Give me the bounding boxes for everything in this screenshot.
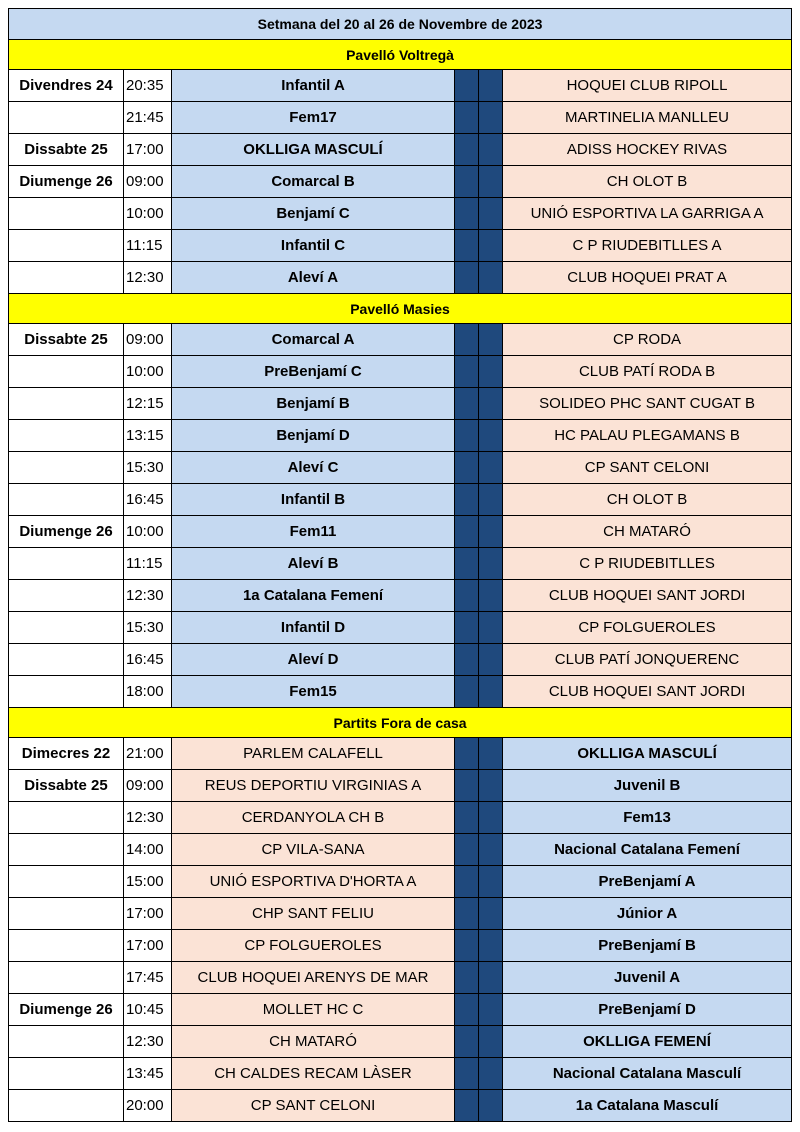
separator-cell (479, 770, 503, 802)
separator-cell (455, 834, 479, 866)
match-time: 10:00 (124, 198, 172, 230)
opponent-team: CLUB HOQUEI PRAT A (503, 262, 792, 294)
match-day (9, 802, 124, 834)
separator-cell (479, 388, 503, 420)
separator-cell (455, 866, 479, 898)
separator-cell (479, 262, 503, 294)
club-team: Fem17 (172, 102, 455, 134)
match-row (9, 134, 792, 166)
club-team: Aleví B (172, 548, 455, 580)
match-day (9, 866, 124, 898)
opponent-team: CP FOLGUEROLES (172, 930, 455, 962)
separator-cell (455, 962, 479, 994)
club-team: Nacional Catalana Masculí (503, 1058, 792, 1090)
match-row (9, 324, 792, 356)
match-row (9, 866, 792, 898)
club-team: PreBenjamí B (503, 930, 792, 962)
opponent-team: CP RODA (503, 324, 792, 356)
separator-cell (479, 676, 503, 708)
venue-name: Pavelló Masies (9, 294, 792, 324)
separator-cell (479, 198, 503, 230)
opponent-team: CLUB PATÍ JONQUERENC (503, 644, 792, 676)
opponent-team: C P RIUDEBITLLES A (503, 230, 792, 262)
match-row (9, 994, 792, 1026)
opponent-team: CH CALDES RECAM LÀSER (172, 1058, 455, 1090)
match-time: 16:45 (124, 644, 172, 676)
match-row (9, 198, 792, 230)
separator-cell (479, 356, 503, 388)
match-time: 21:00 (124, 738, 172, 770)
club-team: Fem15 (172, 676, 455, 708)
club-team: Comarcal B (172, 166, 455, 198)
match-row (9, 738, 792, 770)
match-time: 09:00 (124, 770, 172, 802)
opponent-team: CP SANT CELONI (172, 1090, 455, 1122)
separator-cell (455, 356, 479, 388)
club-team: Benjamí C (172, 198, 455, 230)
separator-cell (455, 388, 479, 420)
opponent-team: CERDANYOLA CH B (172, 802, 455, 834)
club-team: Benjamí D (172, 420, 455, 452)
separator-cell (455, 738, 479, 770)
match-row (9, 580, 792, 612)
club-team: Júnior A (503, 898, 792, 930)
opponent-team: HC PALAU PLEGAMANS B (503, 420, 792, 452)
club-team: Nacional Catalana Femení (503, 834, 792, 866)
match-day (9, 898, 124, 930)
club-team: Infantil B (172, 484, 455, 516)
separator-cell (455, 420, 479, 452)
match-time: 10:00 (124, 516, 172, 548)
match-row (9, 484, 792, 516)
separator-cell (455, 994, 479, 1026)
match-time: 20:00 (124, 1090, 172, 1122)
match-row (9, 962, 792, 994)
separator-cell (479, 70, 503, 102)
venue-name: Pavelló Voltregà (9, 40, 792, 70)
opponent-team: CLUB HOQUEI ARENYS DE MAR (172, 962, 455, 994)
match-time: 15:30 (124, 452, 172, 484)
separator-cell (455, 102, 479, 134)
match-row (9, 1090, 792, 1122)
club-team: 1a Catalana Masculí (503, 1090, 792, 1122)
club-team: OKLLIGA MASCULÍ (172, 134, 455, 166)
separator-cell (455, 70, 479, 102)
match-day (9, 1026, 124, 1058)
match-day: Dissabte 25 (9, 770, 124, 802)
venue-name: Partits Fora de casa (9, 708, 792, 738)
opponent-team: HOQUEI CLUB RIPOLL (503, 70, 792, 102)
separator-cell (479, 452, 503, 484)
club-team: OKLLIGA MASCULÍ (503, 738, 792, 770)
match-day (9, 612, 124, 644)
separator-cell (479, 580, 503, 612)
separator-cell (455, 930, 479, 962)
match-row (9, 770, 792, 802)
match-time: 12:15 (124, 388, 172, 420)
match-time: 21:45 (124, 102, 172, 134)
title-row (9, 9, 792, 40)
match-day (9, 1090, 124, 1122)
club-team: Aleví D (172, 644, 455, 676)
match-day (9, 262, 124, 294)
separator-cell (479, 516, 503, 548)
match-time: 11:15 (124, 230, 172, 262)
match-row (9, 1026, 792, 1058)
match-day (9, 452, 124, 484)
match-row (9, 898, 792, 930)
match-day (9, 834, 124, 866)
club-team: Benjamí B (172, 388, 455, 420)
opponent-team: CLUB PATÍ RODA B (503, 356, 792, 388)
match-time: 13:45 (124, 1058, 172, 1090)
match-time: 15:30 (124, 612, 172, 644)
separator-cell (455, 802, 479, 834)
match-time: 10:00 (124, 356, 172, 388)
match-day: Divendres 24 (9, 70, 124, 102)
match-time: 10:45 (124, 994, 172, 1026)
club-team: Infantil D (172, 612, 455, 644)
match-day (9, 676, 124, 708)
separator-cell (479, 834, 503, 866)
match-time: 12:30 (124, 262, 172, 294)
separator-cell (479, 166, 503, 198)
match-row (9, 644, 792, 676)
match-row (9, 262, 792, 294)
separator-cell (479, 134, 503, 166)
separator-cell (455, 230, 479, 262)
separator-cell (479, 994, 503, 1026)
separator-cell (455, 770, 479, 802)
opponent-team: C P RIUDEBITLLES (503, 548, 792, 580)
opponent-team: MOLLET HC C (172, 994, 455, 1026)
schedule-table (8, 8, 792, 1122)
club-team: Fem11 (172, 516, 455, 548)
match-row (9, 516, 792, 548)
match-day: Diumenge 26 (9, 166, 124, 198)
opponent-team: CLUB HOQUEI SANT JORDI (503, 580, 792, 612)
separator-cell (455, 484, 479, 516)
opponent-team: CH OLOT B (503, 166, 792, 198)
separator-cell (479, 930, 503, 962)
separator-cell (455, 612, 479, 644)
club-team: PreBenjamí C (172, 356, 455, 388)
match-time: 17:00 (124, 930, 172, 962)
club-team: 1a Catalana Femení (172, 580, 455, 612)
opponent-team: CH MATARÓ (172, 1026, 455, 1058)
separator-cell (479, 802, 503, 834)
separator-cell (479, 1058, 503, 1090)
match-day: Diumenge 26 (9, 994, 124, 1026)
club-team: Juvenil A (503, 962, 792, 994)
club-team: Comarcal A (172, 324, 455, 356)
venue-header-row (9, 294, 792, 324)
match-row (9, 802, 792, 834)
club-team: PreBenjamí D (503, 994, 792, 1026)
separator-cell (479, 738, 503, 770)
match-row (9, 452, 792, 484)
match-day (9, 356, 124, 388)
opponent-team: CP VILA-SANA (172, 834, 455, 866)
match-row (9, 230, 792, 262)
separator-cell (479, 866, 503, 898)
match-row (9, 102, 792, 134)
opponent-team: CP SANT CELONI (503, 452, 792, 484)
opponent-team: SOLIDEO PHC SANT CUGAT B (503, 388, 792, 420)
separator-cell (479, 102, 503, 134)
opponent-team: CP FOLGUEROLES (503, 612, 792, 644)
opponent-team: MARTINELIA MANLLEU (503, 102, 792, 134)
match-day (9, 962, 124, 994)
separator-cell (455, 644, 479, 676)
club-team: Fem13 (503, 802, 792, 834)
match-row (9, 1058, 792, 1090)
match-time: 11:15 (124, 548, 172, 580)
match-day (9, 580, 124, 612)
match-day (9, 102, 124, 134)
match-row (9, 388, 792, 420)
separator-cell (455, 1090, 479, 1122)
separator-cell (455, 676, 479, 708)
separator-cell (479, 962, 503, 994)
match-row (9, 166, 792, 198)
separator-cell (455, 452, 479, 484)
separator-cell (479, 548, 503, 580)
separator-cell (479, 324, 503, 356)
match-day: Diumenge 26 (9, 516, 124, 548)
match-day (9, 420, 124, 452)
club-team: Aleví A (172, 262, 455, 294)
separator-cell (479, 484, 503, 516)
match-time: 14:00 (124, 834, 172, 866)
match-row (9, 356, 792, 388)
separator-cell (479, 230, 503, 262)
separator-cell (455, 548, 479, 580)
match-row (9, 548, 792, 580)
match-time: 17:00 (124, 898, 172, 930)
separator-cell (455, 134, 479, 166)
opponent-team: CHP SANT FELIU (172, 898, 455, 930)
separator-cell (455, 898, 479, 930)
venue-header-row (9, 708, 792, 738)
separator-cell (479, 1090, 503, 1122)
schedule-title: Setmana del 20 al 26 de Novembre de 2023 (9, 9, 792, 40)
match-time: 16:45 (124, 484, 172, 516)
match-row (9, 676, 792, 708)
separator-cell (455, 1026, 479, 1058)
separator-cell (455, 166, 479, 198)
match-time: 15:00 (124, 866, 172, 898)
separator-cell (455, 262, 479, 294)
match-time: 20:35 (124, 70, 172, 102)
opponent-team: REUS DEPORTIU VIRGINIAS A (172, 770, 455, 802)
separator-cell (455, 324, 479, 356)
match-row (9, 930, 792, 962)
club-team: PreBenjamí A (503, 866, 792, 898)
match-time: 09:00 (124, 324, 172, 356)
match-day (9, 644, 124, 676)
match-day (9, 484, 124, 516)
match-day: Dissabte 25 (9, 134, 124, 166)
opponent-team: CH MATARÓ (503, 516, 792, 548)
opponent-team: ADISS HOCKEY RIVAS (503, 134, 792, 166)
match-day (9, 930, 124, 962)
separator-cell (455, 580, 479, 612)
club-team: Aleví C (172, 452, 455, 484)
club-team: OKLLIGA FEMENÍ (503, 1026, 792, 1058)
club-team: Juvenil B (503, 770, 792, 802)
club-team: Infantil C (172, 230, 455, 262)
match-time: 12:30 (124, 802, 172, 834)
separator-cell (455, 1058, 479, 1090)
match-row (9, 612, 792, 644)
opponent-team: CLUB HOQUEI SANT JORDI (503, 676, 792, 708)
venue-header-row (9, 40, 792, 70)
club-team: Infantil A (172, 70, 455, 102)
separator-cell (479, 612, 503, 644)
match-time: 12:30 (124, 1026, 172, 1058)
match-time: 17:45 (124, 962, 172, 994)
match-time: 13:15 (124, 420, 172, 452)
separator-cell (479, 420, 503, 452)
opponent-team: UNIÓ ESPORTIVA LA GARRIGA A (503, 198, 792, 230)
match-day (9, 388, 124, 420)
match-time: 18:00 (124, 676, 172, 708)
match-day (9, 198, 124, 230)
match-day: Dissabte 25 (9, 324, 124, 356)
match-day (9, 230, 124, 262)
separator-cell (479, 1026, 503, 1058)
separator-cell (455, 516, 479, 548)
opponent-team: UNIÓ ESPORTIVA D'HORTA A (172, 866, 455, 898)
separator-cell (479, 898, 503, 930)
schedule-sheet (8, 8, 791, 1122)
match-day (9, 548, 124, 580)
match-day (9, 1058, 124, 1090)
match-day: Dimecres 22 (9, 738, 124, 770)
opponent-team: CH OLOT B (503, 484, 792, 516)
match-row (9, 834, 792, 866)
separator-cell (479, 644, 503, 676)
match-row (9, 420, 792, 452)
separator-cell (455, 198, 479, 230)
match-row (9, 70, 792, 102)
opponent-team: PARLEM CALAFELL (172, 738, 455, 770)
match-time: 17:00 (124, 134, 172, 166)
match-time: 12:30 (124, 580, 172, 612)
match-time: 09:00 (124, 166, 172, 198)
